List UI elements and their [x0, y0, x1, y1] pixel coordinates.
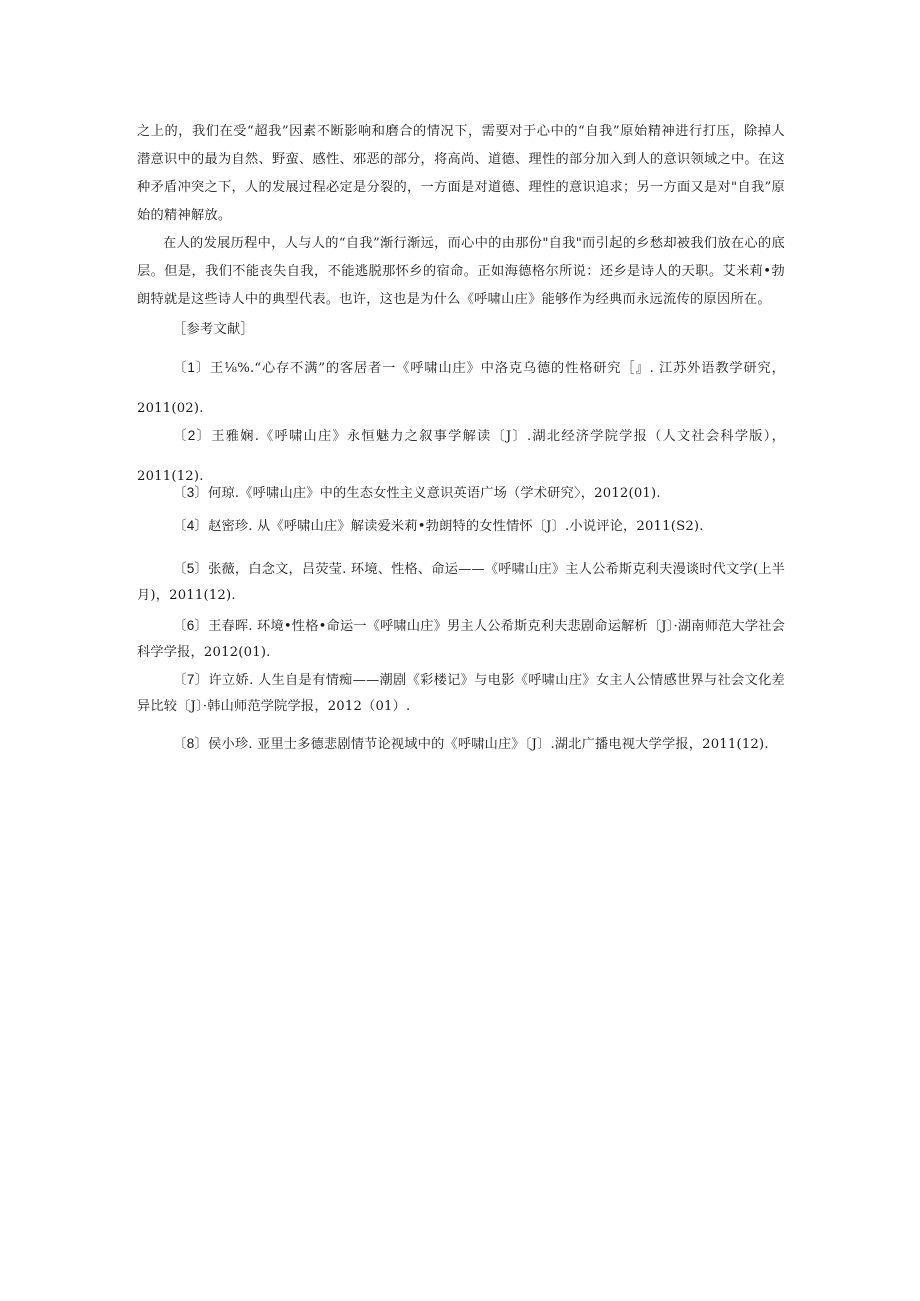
reference-item-3	[137, 480, 785, 507]
reference-text: 赵密珍. 从《呼啸山庄》解读爱米莉•勃朗特的女性情怀〔J〕.小说评论，2011(S2).	[208, 519, 704, 534]
reference-text: 王春晖. 环境•性格•命运一《呼啸山庄》男主人公希斯克利夫悲剧命运解析〔J〕·湖南师范大学社会科学学报，2012(01).	[137, 619, 786, 660]
reference-item-7	[137, 667, 785, 720]
references-heading: ［参考文献］	[173, 322, 254, 337]
reference-item-8	[137, 731, 785, 758]
reference-number: 〔6〕	[173, 618, 209, 633]
reference-item-4	[137, 513, 785, 540]
reference-number: 〔8〕	[173, 736, 209, 751]
reference-text: 许立娇. 人生自是有情痴——潮剧《彩楼记》与电影《呼啸山庄》女主人公情感世界与社会文化差异比较〔J〕·韩山师范学院学报，2012（01）.	[137, 673, 786, 714]
reference-text: 何琼.《呼啸山庄》中的生态女性主义意识英语广场（学术研究〉，2012(01).	[208, 486, 661, 501]
reference-number: 〔7〕	[173, 672, 209, 687]
reference-text: 张薇，白念文，吕荧莹. 环境、性格、命运——《呼啸山庄》主人公希斯克利夫漫谈时代文学(上半月)，2011(12).	[137, 562, 785, 603]
reference-number: 〔1〕	[173, 360, 211, 375]
reference-text: 王雅娴.《呼啸山庄》永恒魅力之叙事学解读〔J〕.湖北经济学院学报（人文社会科学版），2011(12).	[137, 429, 786, 484]
reference-text: 侯小珍. 亚里士多德悲剧情节论视域中的《呼啸山庄》〔J〕.湖北广播电视大学学报，2011(12).	[208, 737, 769, 752]
paragraph-1: 之上的，我们在受“超我”因素不断影响和磨合的情况下，需要对于心中的“自我”原始精神进行打压，除掉人潜意识中的最为自然、野蛮、感性、邪恶的部分，将高尚、道德、理性的部分加入到人的意识领域之中。在这种矛盾冲突之下，人的发展过程必定是分裂的，一方面是对道德、理性的意识追求；另一方面又是对"自我”原始的精神解放。	[137, 124, 785, 223]
body-text	[137, 118, 785, 314]
reference-number: 〔2〕	[173, 428, 212, 443]
reference-text: 王⅛%.“心存不满”的客居者一《呼啸山庄》中洛克乌德的性格研究［』. 江苏外语教学研究，2011(02).	[137, 361, 786, 416]
reference-item-6	[137, 613, 785, 666]
reference-item-5	[137, 556, 785, 609]
reference-number: 〔4〕	[173, 518, 209, 533]
reference-number: 〔3〕	[173, 485, 209, 500]
reference-number: 〔5〕	[173, 561, 209, 576]
paragraph-2: 在人的发展历程中，人与人的“自我”渐行渐远，而心中的由那份"自我"而引起的乡愁却被我们放在心的底层。但是，我们不能丧失自我，不能逃脱那怀乡的宿命。正如海德格尔所说：还乡是诗人的天职。艾米莉•勃朗特就是这些诗人中的典型代表。也许，这也是为什么《呼啸山庄》能够作为经典而永远流传的原因所在。	[137, 236, 785, 307]
